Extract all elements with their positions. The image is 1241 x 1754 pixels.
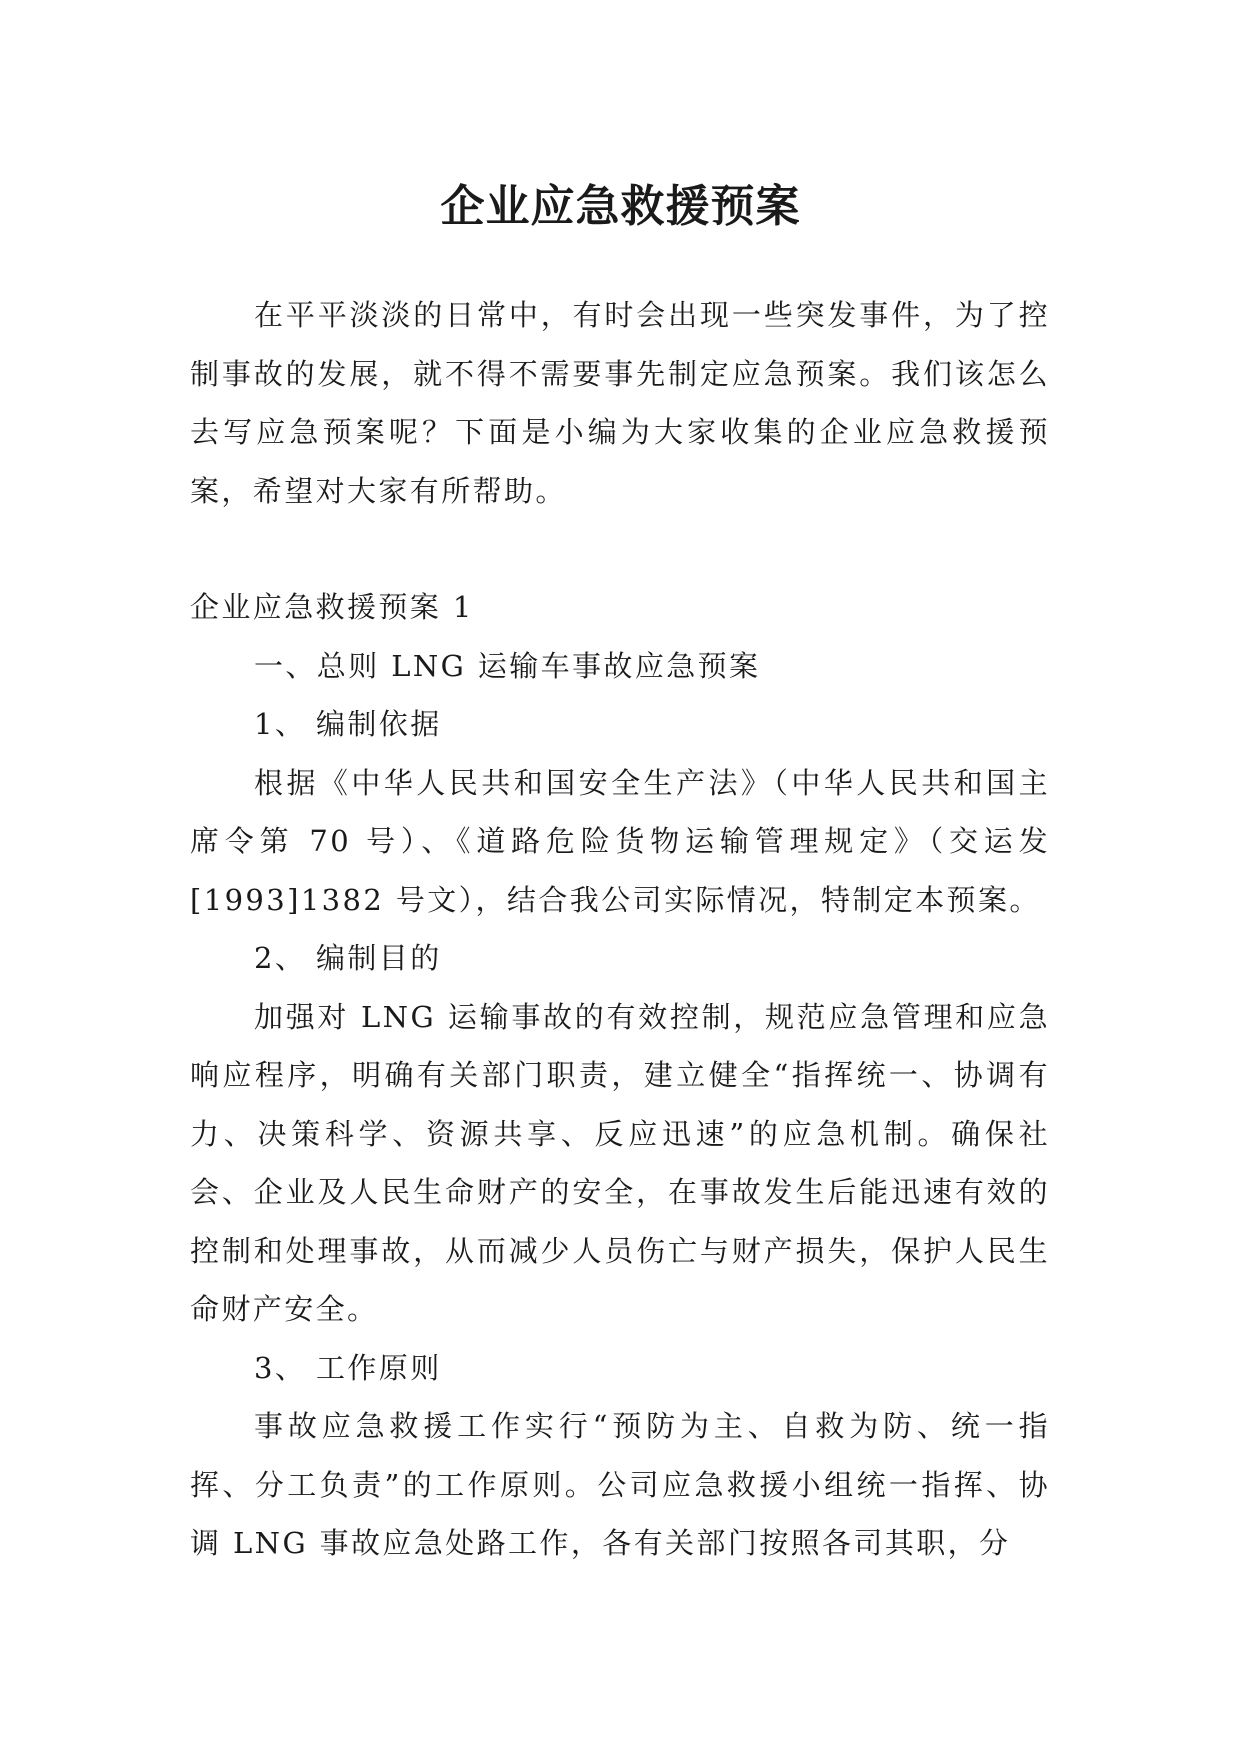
item-body-1: 根据《中华人民共和国安全生产法》（中华人民共和国主席令第 70 号）、《道路危险货物运输管理规定》（交运发[1993]1382 号文），结合我公司实际情况，特制定本预案。 (190, 765, 1050, 917)
item-number-1: 1、 (254, 707, 307, 741)
item-number-2: 2、 (254, 941, 307, 975)
item-heading-2 (190, 929, 1050, 988)
item-heading-1 (190, 695, 1050, 754)
chapter-heading: 一、总则 LNG 运输车事故应急预案 (254, 648, 761, 683)
document-title: 企业应急救援预案 (440, 181, 801, 233)
item-body-3: 事故应急救援工作实行“预防为主、自救为防、统一指挥、分工负责”的工作原则。公司应急救援小组统一指挥、协调 LNG 事故应急处路工作，各有关部门按照各司其职，分 (190, 1409, 1050, 1560)
item-number-3: 3、 (254, 1350, 307, 1385)
item-heading-3 (190, 1339, 1050, 1398)
document-body (190, 286, 1050, 1573)
section-title: 企业应急救援预案 1 (190, 590, 474, 624)
item-body-2: 加强对 LNG 运输事故的有效控制，规范应急管理和应急响应程序，明确有关部门职责，建立健全“指挥统一、协调有力、决策科学、资源共享、反应迅速”的应急机制。确保社会、企业及人民生命财产的安全，在事故发生后能迅速有效的控制和处理事故，从而减少人员伤亡与财产损失，保护人民生命财产安全。 (190, 999, 1050, 1326)
paragraph-gap (190, 520, 1050, 578)
item-label-2: 编制目的 (316, 941, 442, 975)
intro-paragraph: 在平平淡淡的日常中，有时会出现一些突发事件，为了控制事故的发展，就不得不需要事先制定应急预案。我们该怎么去写应急预案呢？下面是小编为大家收集的企业应急救援预案，希望对大家有所帮助。 (190, 298, 1050, 508)
item-label-1: 编制依据 (316, 707, 442, 741)
item-label-3: 工作原则 (316, 1350, 442, 1385)
